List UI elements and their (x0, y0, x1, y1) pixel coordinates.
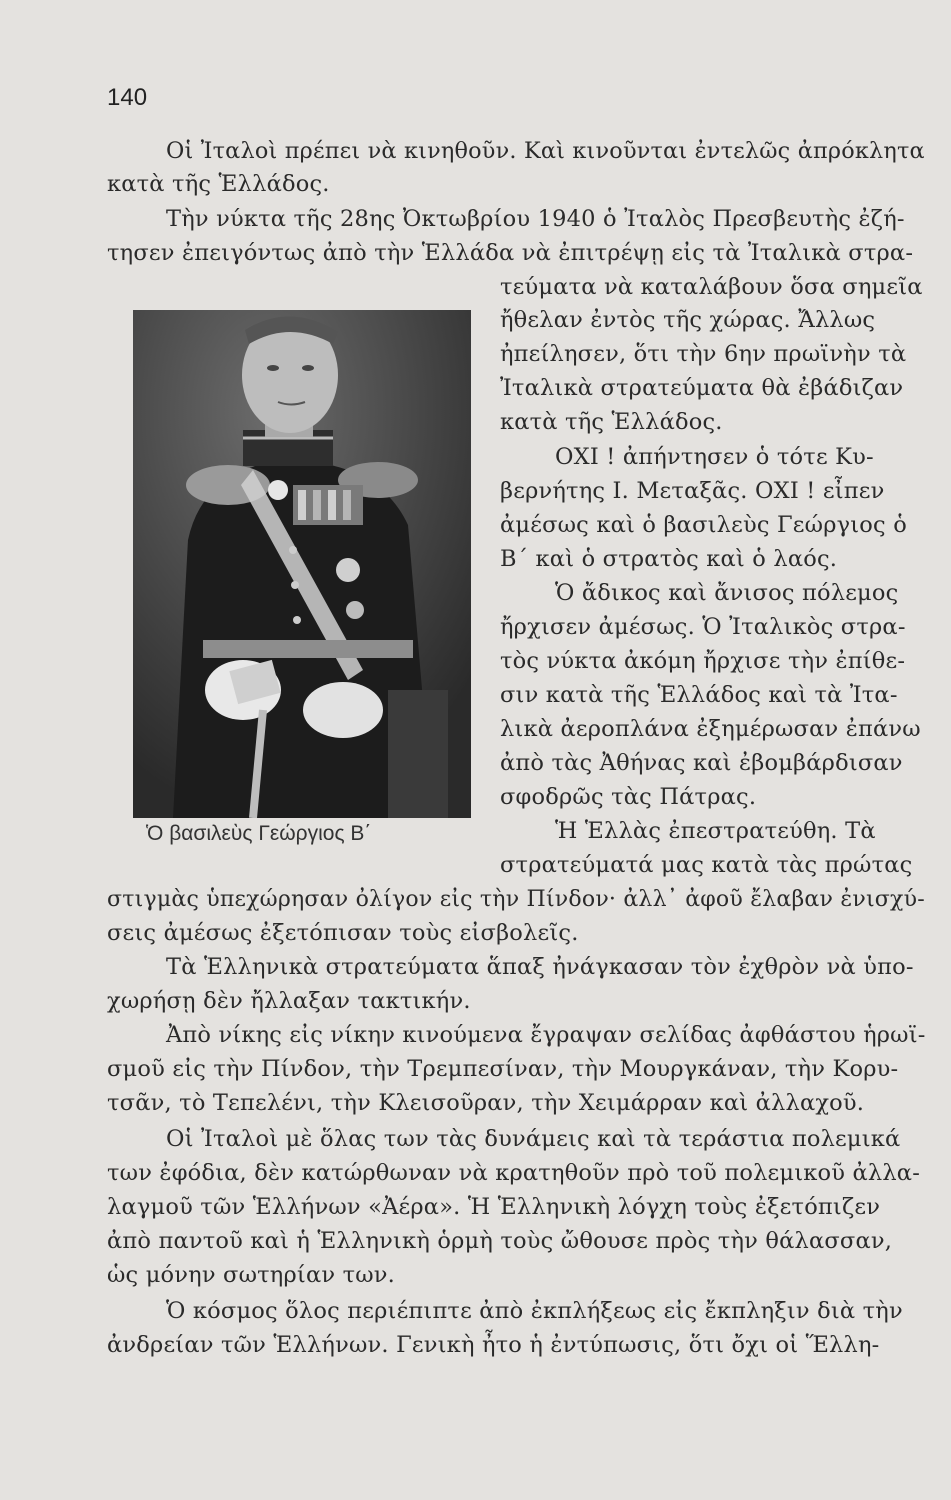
text-line: λικὰ ἀεροπλάνα ἐξημέρωσαν ἐπάνω (500, 716, 921, 742)
text-line: Τὰ Ἑλληνικὰ στρατεύματα ἅπαξ ἠνάγκασαν τὸν ἐχθρὸν νὰ ὑπο- (166, 954, 914, 980)
text-line: ὡς μόνην σωτηρίαν των. (107, 1262, 395, 1288)
text-line: ἀνδρείαν τῶν Ἑλλήνων. Γενικὴ ἦτο ἡ ἐντύπωσις, ὅτι ὄχι οἱ Ἕλλη- (107, 1332, 880, 1358)
text-line: λαγμοῦ τῶν Ἑλλήνων «Ἀέρα». Ἡ Ἑλληνικὴ λόγχη τοὺς ἐξετόπιζεν (107, 1194, 881, 1220)
text-line: σεις ἀμέσως ἐξετόπισαν τοὺς εἰσβολεῖς. (107, 920, 579, 946)
text-line: στρατεύματά μας κατὰ τὰς πρώτας (500, 852, 913, 878)
text-line: Ἀπὸ νίκης εἰς νίκην κινούμενα ἔγραψαν σελίδας ἀφθάστου ἡρωϊ- (166, 1022, 926, 1048)
text-line: Οἱ Ἰταλοὶ μὲ ὅλας των τὰς δυνάμεις καὶ τὰ τεράστια πολεμικά (166, 1126, 901, 1152)
king-portrait-photo (133, 310, 471, 818)
text-line: χωρήσῃ δὲν ἤλλαξαν τακτικήν. (107, 988, 471, 1014)
text-line: ἠπείλησεν, ὅτι τὴν 6ην πρωϊνὴν τὰ (500, 341, 907, 367)
text-line: τὸς νύκτα ἀκόμη ἤρχισε τὴν ἐπίθε- (500, 648, 906, 674)
text-line: σφοδρῶς τὰς Πάτρας. (500, 784, 757, 810)
page-number: 140 (107, 84, 148, 111)
text-line: ἤρχισεν ἀμέσως. Ὁ Ἰταλικὸς στρα- (500, 614, 906, 640)
text-line: τεύματα νὰ καταλάβουν ὅσα σημεῖα (500, 274, 923, 300)
text-line: Ὁ ἄδικος καὶ ἄνισος πόλεμος (555, 580, 899, 606)
text-line: ΟΧΙ ! ἀπήντησεν ὁ τότε Κυ- (555, 444, 874, 470)
text-line: τσᾶν, τὸ Τεπελένι, τὴν Κλεισοῦραν, τὴν Χειμάρραν καὶ ἀλλαχοῦ. (107, 1090, 865, 1116)
text-line: ἤθελαν ἐντὸς τῆς χώρας. Ἄλλως (500, 307, 876, 333)
text-line: τησεν ἐπειγόντως ἀπὸ τὴν Ἑλλάδα νὰ ἐπιτρέψῃ εἰς τὰ Ἰταλικὰ στρα- (107, 240, 914, 266)
text-line: Ὁ κόσμος ὅλος περιέπιπτε ἀπὸ ἐκπλήξεως εἰς ἔκπληξιν διὰ τὴν (166, 1298, 903, 1324)
text-line: Ἡ Ἑλλὰς ἐπεστρατεύθη. Τὰ (555, 818, 876, 844)
portrait-image (133, 310, 471, 818)
photo-caption: Ὁ βασιλεὺς Γεώργιος Β΄ (146, 822, 372, 845)
text-line: Οἱ Ἰταλοὶ πρέπει νὰ κινηθοῦν. Καὶ κινοῦνται ἐντελῶς ἀπρόκλητα (166, 138, 925, 164)
text-line: σμοῦ εἰς τὴν Πίνδον, τὴν Τρεμπεσίναν, τὴν Μουργκάναν, τὴν Κορυ- (107, 1056, 899, 1082)
text-line: Τὴν νύκτα τῆς 28ης Ὀκτωβρίου 1940 ὁ Ἰταλὸς Πρεσβευτὴς ἐζή- (166, 206, 905, 232)
text-line: κατὰ τῆς Ἑλλάδος. (107, 171, 330, 197)
text-line: Β΄ καὶ ὁ στρατὸς καὶ ὁ λαός. (500, 546, 838, 572)
text-line: ἀπὸ τὰς Ἀθήνας καὶ ἐβομβάρδισαν (500, 750, 903, 776)
text-line: ἀπὸ παντοῦ καὶ ἡ Ἑλληνικὴ ὁρμὴ τοὺς ὤθουσε πρὸς τὴν θάλασσαν, (107, 1228, 893, 1254)
text-line: κατὰ τῆς Ἑλλάδος. (500, 409, 723, 435)
text-line: βερνήτης Ι. Μεταξᾶς. ΟΧΙ ! εἶπεν (500, 478, 885, 504)
text-line: στιγμὰς ὑπεχώρησαν ὀλίγον εἰς τὴν Πίνδον· ἀλλ᾿ ἀφοῦ ἔλαβαν ἐνισχύ- (107, 886, 925, 912)
text-line: σιν κατὰ τῆς Ἑλλάδος καὶ τὰ Ἰτα- (500, 682, 898, 708)
text-line: Ἰταλικὰ στρατεύματα θὰ ἐβάδιζαν (500, 375, 904, 401)
text-line: ἀμέσως καὶ ὁ βασιλεὺς Γεώργιος ὁ (500, 512, 907, 538)
text-line: των ἐφόδια, δὲν κατώρθωναν νὰ κρατηθοῦν πρὸ τοῦ πολεμικοῦ ἀλλα- (107, 1160, 921, 1186)
